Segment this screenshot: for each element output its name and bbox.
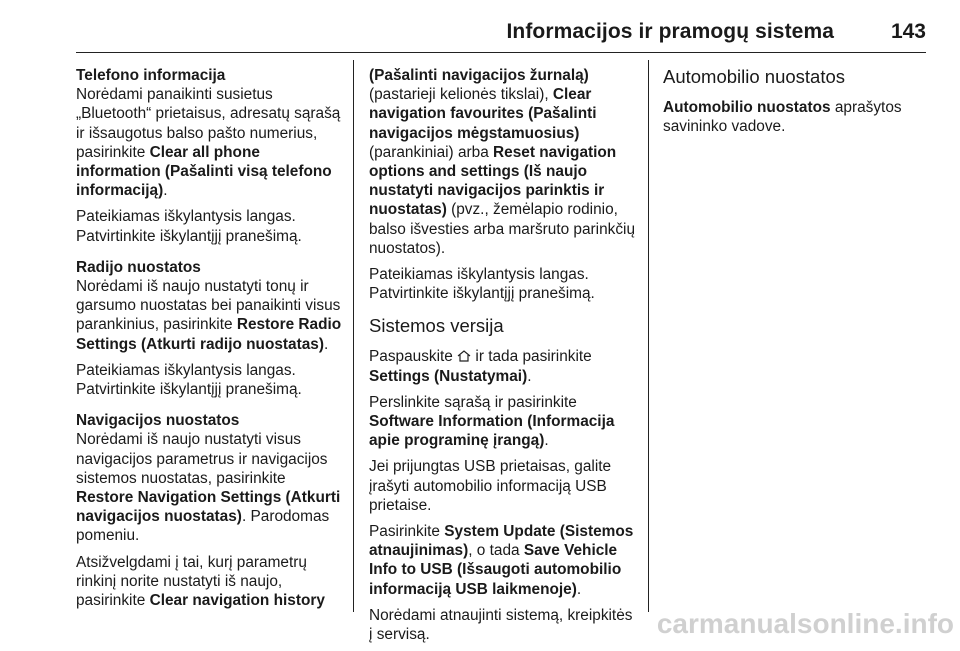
home-icon: [457, 350, 471, 362]
nav-settings-text-end: . Parodomas pomeniu.: [76, 508, 330, 545]
vehicle-settings-heading: Automobilio nuostatos: [663, 66, 846, 87]
nav-reset-text-2: (pastarieji kelionės tikslai),: [369, 86, 553, 104]
watermark: carmanualsonline.info: [656, 608, 954, 639]
phone-info-text: Norėdami panaikinti susietus „Bluetooth“ prietaisus, adresatų sąrašą ir išsaugotus balso pašto numerius, pasirinkite: [76, 86, 341, 161]
nav-settings-heading: Navigacijos nuostatos: [76, 412, 240, 430]
page-header-title: Informacijos ir pramogų sistema: [506, 20, 834, 43]
phone-info-paragraph: [76, 85, 344, 200]
version-step-2: [369, 393, 639, 451]
software-info-option: Software Information (Informacija apie programinę įrangą): [369, 413, 615, 450]
clear-nav-favourites-option: Clear navigation favourites (Pašalinti navigacijos mėgstamuosius): [369, 86, 597, 142]
version-step-3-text: Pasirinkite: [369, 523, 445, 541]
radio-popup-paragraph: Pateikiamas iškylantysis langas. Patvirtinkite iškylantįjį pranešimą.: [76, 361, 302, 399]
version-step-1-end: .: [527, 367, 532, 385]
version-step-3-text-2: , o tada: [468, 542, 524, 560]
nav-reset-paragraph: [76, 553, 344, 611]
clear-nav-history-option: Clear navigation history: [149, 592, 325, 610]
save-vehicle-info-option: Save Vehicle Info to USB (Išsaugoti automobilio informaciją USB laikmenoje): [369, 542, 622, 598]
reset-nav-options-option: Reset navigation options and settings (Iš naujo nustatyti navigacijos parinktis ir nuostatas): [369, 143, 617, 219]
settings-option: Settings (Nustatymai): [369, 367, 528, 385]
column-2: [369, 66, 639, 651]
column-3: [663, 66, 927, 143]
restore-nav-option: Restore Navigation Settings (Atkurti navigacijos nuostatas): [76, 489, 341, 526]
radio-settings-text-end: .: [323, 335, 329, 353]
column-divider-1: [353, 60, 354, 612]
system-update-option: System Update (Sistemos atnaujinimas): [369, 523, 634, 560]
clear-phone-info-option: Clear all phone information (Pašalinti visą telefono informaciją): [76, 143, 332, 200]
phone-popup-paragraph: Pateikiamas iškylantysis langas. Patvirtinkite iškylantįjį pranešimą.: [76, 208, 302, 245]
vehicle-settings-paragraph: [663, 98, 927, 136]
nav-reset-text: Atsižvelgdami į tai, kurį parametrų rinkinį norite nustatyti iš naujo, pasirinkite: [76, 553, 307, 610]
version-step-1-text-2: ir tada pasirinkite: [471, 348, 592, 366]
nav-reset-continued-paragraph: [369, 66, 639, 258]
nav-popup-paragraph: Pateikiamas iškylantysis langas. Patvirtinkite iškylantįjį pranešimą.: [369, 266, 595, 303]
system-version-heading: Sistemos versija: [369, 315, 504, 337]
version-step-1-text: Paspauskite: [369, 348, 458, 366]
vehicle-settings-text: aprašytos savininko vadove.: [663, 99, 902, 136]
radio-settings-paragraph: [76, 277, 344, 354]
version-step-3-end: .: [576, 580, 582, 598]
version-step-1: [369, 347, 639, 385]
version-step-3: [369, 522, 639, 599]
page-number: 143: [890, 20, 926, 43]
column-divider-2: [648, 60, 649, 612]
version-step-2-end: .: [544, 432, 549, 450]
nav-reset-text-3: (parankiniai) arba: [369, 143, 494, 161]
service-paragraph: Norėdami atnaujinti sistemą, kreipkitės į servisą.: [369, 606, 633, 644]
clear-nav-history-option-cont: (Pašalinti navigacijos žurnalą): [369, 67, 589, 84]
vehicle-settings-bold: Automobilio nuostatos: [663, 99, 831, 116]
radio-settings-heading: Radijo nuostatos: [76, 258, 201, 276]
usb-info-paragraph: Jei prijungtas USB prietaisas, galite įrašyti automobilio informaciją USB prietaise.: [369, 458, 612, 514]
phone-info-text-end: .: [163, 182, 168, 200]
restore-radio-option: Restore Radio Settings (Atkurti radijo nuostatas): [76, 316, 342, 353]
nav-settings-text: Norėdami iš naujo nustatyti visus navigacijos parametrus ir navigacijos sistemos nuostatas, pasirinkite: [76, 431, 328, 487]
header-divider: [76, 52, 926, 53]
column-1: [76, 66, 344, 617]
version-step-2-text: Perslinkite sąrašą ir pasirinkite: [369, 393, 577, 411]
nav-settings-paragraph: [76, 430, 344, 545]
radio-settings-text: Norėdami iš naujo nustatyti tonų ir garsumo nuostatas bei panaikinti visus parankinius, pasirinkite: [76, 278, 341, 334]
phone-info-heading: Telefono informacija: [76, 67, 226, 84]
nav-reset-text-4: (pvz., žemėlapio rodinio, balso išvesties arba maršruto parinkčių nuostatos).: [369, 201, 636, 257]
